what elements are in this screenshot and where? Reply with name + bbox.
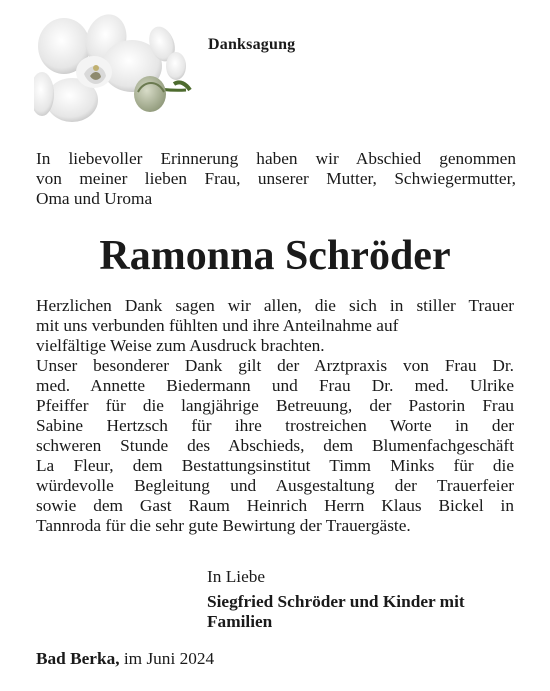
- intro-line: von meiner lieben Frau, unserer Mutter, Schwiegermutter,: [36, 169, 516, 188]
- signature-line: Familien: [207, 612, 273, 631]
- thanks-line: Unser besonderer Dank gilt der Arztpraxis von Frau Dr.: [36, 356, 514, 375]
- intro-line: In liebevoller Erinnerung haben wir Abschied genommen: [36, 149, 516, 168]
- thanks-line: Herzlichen Dank sagen wir allen, die sich in stiller Trauer: [36, 296, 514, 315]
- thanks-line: mit uns verbunden fühlten und ihre Anteilnahme auf: [36, 316, 399, 335]
- orchid-flower-icon: [34, 14, 192, 124]
- thanks-line: sowie dem Gast Raum Heinrich Herrn Klaus Bickel in: [36, 496, 514, 515]
- date: im Juni 2024: [123, 649, 215, 668]
- deceased-name: Ramonna Schröder: [99, 233, 451, 279]
- thanks-line: Tannroda für die sehr gute Bewirtung der Trauergäste.: [36, 516, 411, 535]
- signature-line: Siegfried Schröder und Kinder mit: [207, 592, 465, 611]
- page-title: Danksagung: [208, 36, 296, 53]
- place: Bad Berka,: [36, 649, 120, 668]
- thanks-line: Pfeiffer für die langjährige Betreuung, der Pastorin Frau: [36, 396, 514, 415]
- thanks-line: Sabine Hertzsch für ihre trostreichen Worte in der: [36, 416, 514, 435]
- thanks-line: würdevolle Begleitung und Ausgestaltung der Trauerfeier: [36, 476, 514, 495]
- place-date: [36, 649, 214, 669]
- intro-text: [36, 149, 516, 209]
- thanks-line: La Fleur, dem Bestattungsinstitut Timm Minks für die: [36, 456, 514, 475]
- thanks-line: med. Annette Biedermann und Frau Dr. med. Ulrike: [36, 376, 514, 395]
- closing-salutation: In Liebe: [207, 567, 266, 586]
- thanks-text: [36, 296, 514, 536]
- thanks-line: schweren Stunde des Abschieds, dem Blumenfachgeschäft: [36, 436, 514, 455]
- intro-line: Oma und Uroma: [36, 189, 153, 208]
- thanks-line: vielfältige Weise zum Ausdruck brachten.: [36, 336, 325, 355]
- signature: [207, 592, 465, 632]
